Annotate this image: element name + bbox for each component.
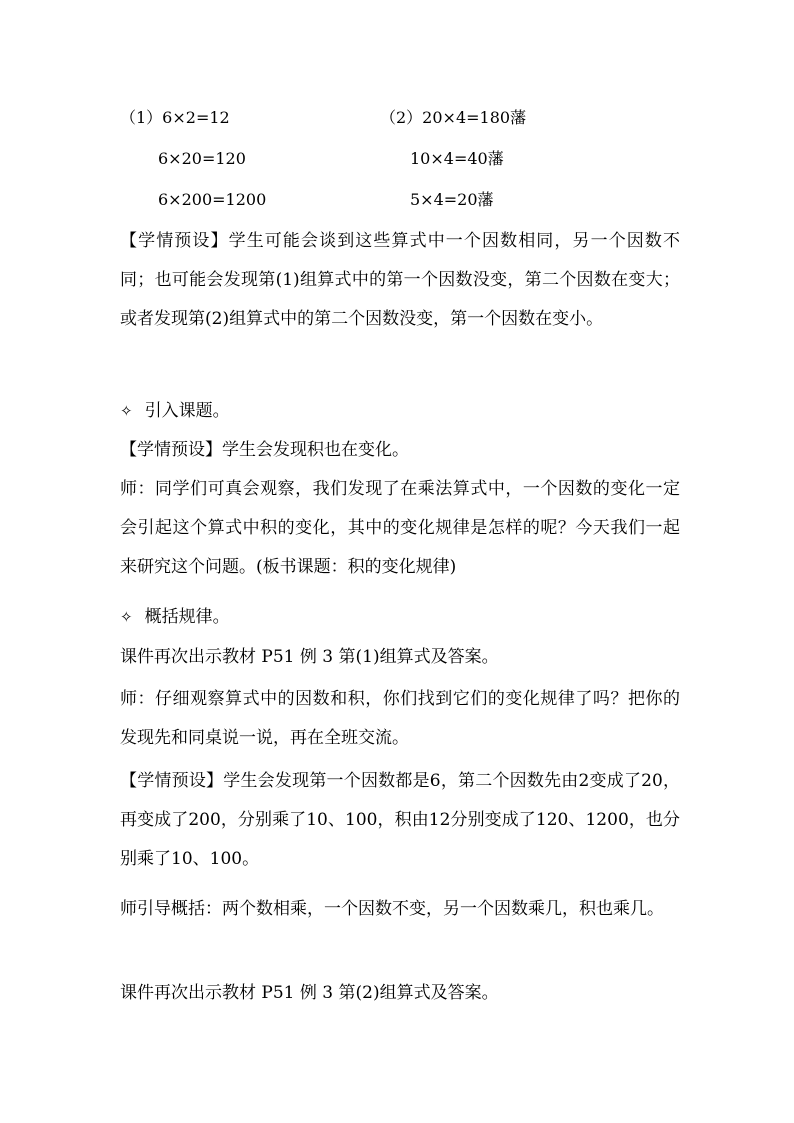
equation-group2-line2: 10×4=40藩 (410, 149, 504, 168)
bullet-diamond-icon: ✧ (120, 608, 133, 626)
courseware-paragraph-1: 课件再次出示教材 P51 例 3 第(1)组算式及答案。 (120, 647, 499, 667)
summarize-rule-text: 概括规律。 (144, 607, 230, 627)
bullet-summarize-rule (120, 598, 680, 637)
equation-group2-line3: 5×4=20藩 (410, 190, 494, 209)
teacher-paragraph-1: 师：同学们可真会观察，我们发现了在乘法算式中，一个因数的变化一定会引起这个算式中积的变化，其中的变化规律是怎样的呢？今天我们一起来研究这个问题。(板书课题：积的变化规律) (120, 479, 680, 577)
courseware-paragraph-2: 课件再次出示教材 P51 例 3 第(2)组算式及答案。 (120, 983, 499, 1003)
equation-group1-line1: （1）6×2=12 (120, 108, 230, 127)
bullet-introduce-topic (120, 392, 680, 431)
bullet-diamond-icon: ✧ (120, 402, 133, 420)
teacher-guide-paragraph: 师引导概括：两个数相乘，一个因数不变，另一个因数乘几，积也乘几。 (120, 899, 664, 919)
equation-group1-line2: 6×20=120 (158, 149, 246, 168)
teacher-paragraph-2: 师：仔细观察算式中的因数和积，你们找到它们的变化规律了吗？把你的发现先和同桌说一说，再在全班交流。 (120, 689, 680, 748)
learning-preset-paragraph-3: 【学情预设】学生会发现第一个因数都是6，第二个因数先由2变成了20，再变成了200，分别乘了10、100，积由12分别变成了120、1200，也分别乘了10、100。 (120, 771, 680, 869)
learning-preset-paragraph-2: 【学情预设】学生会发现积也在变化。 (120, 440, 409, 460)
equation-group2-line1: （2）20×4=180藩 (380, 108, 527, 127)
equation-group1-line3: 6×200=1200 (158, 190, 267, 209)
learning-preset-paragraph-1: 【学情预设】学生可能会谈到这些算式中一个因数相同，另一个因数不同；也可能会发现第(1)组算式中的第一个因数没变，第二个因数在变大；或者发现第(2)组算式中的第二个因数没变，第一个因数在变小。 (120, 231, 680, 329)
introduce-topic-text: 引入课题。 (144, 401, 230, 421)
